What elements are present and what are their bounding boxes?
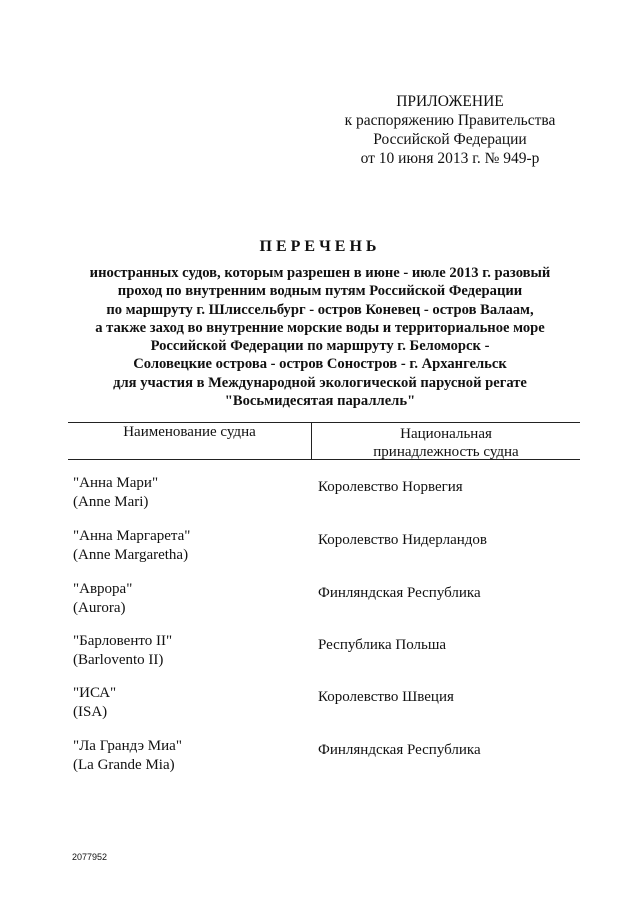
ship-nationality: Королевство Норвегия (318, 479, 463, 495)
ship-name (73, 632, 172, 670)
appendix-line: Российской Федерации (373, 131, 527, 148)
subtitle-line: для участия в Международной экологической парусной регате (113, 374, 527, 391)
ship-nationality: Королевство Швеция (318, 689, 454, 705)
document-number: 2077952 (72, 852, 108, 862)
table-row (0, 632, 640, 676)
subtitle-line: проход по внутренним водным путям Российской Федерации (117, 283, 523, 300)
ship-name (73, 684, 116, 722)
ship-nationality: Финляндская Республика (318, 585, 481, 601)
ship-name-en: (Anne Mari) (73, 494, 149, 510)
ship-name-ru: "Барловенто II" (73, 633, 173, 649)
ship-name (73, 474, 158, 512)
subtitle-line: Соловецкие острова - остров Соностров - г. Архангельск (133, 356, 507, 373)
ship-nationality: Финляндская Республика (318, 742, 481, 758)
appendix-date-line: от 10 июня 2013 г. № 949-р (360, 150, 540, 167)
ship-name (73, 737, 182, 775)
subtitle-line: по маршруту г. Шлиссельбург - остров Коневец - остров Валаам, (106, 301, 534, 318)
document-title: ПЕРЕЧЕНЬ (259, 238, 381, 255)
table-top-rule (68, 422, 580, 423)
subtitle-line: иностранных судов, которым разрешен в июне - июле 2013 г. разовый (89, 265, 551, 281)
column-header-ship-name: Наименование судна (123, 424, 256, 440)
column-header-nationality-line2: принадлежность судна (373, 444, 519, 460)
table-row (0, 527, 640, 571)
column-header-nationality-line1: Национальная (400, 426, 492, 442)
subtitle-line: "Восьмидесятая параллель" (224, 393, 416, 410)
ship-name (73, 580, 132, 618)
ship-name-en: (Anne Margaretha) (73, 547, 189, 563)
table-row (0, 580, 640, 624)
ship-name-en: (La Grande Mia) (73, 757, 175, 773)
document-subtitle (60, 264, 580, 410)
subtitle-line: а также заход во внутренние морские воды и территориальное море (95, 319, 545, 336)
ship-name-ru: "Анна Маргарета" (73, 528, 191, 544)
ship-name-en: (Barlovento II) (73, 652, 164, 668)
appendix-block (330, 92, 570, 168)
ship-name-ru: "Ла Грандэ Миа" (73, 738, 182, 754)
table-row (0, 737, 640, 781)
column-header-nationality (312, 425, 580, 461)
ship-nationality: Королевство Нидерландов (318, 532, 487, 548)
ship-name-en: (Aurora) (73, 600, 126, 616)
ship-name-ru: "ИСА" (73, 685, 117, 701)
ship-name-ru: "Анна Мари" (73, 475, 159, 491)
ship-name-ru: "Аврора" (73, 581, 133, 597)
appendix-heading: ПРИЛОЖЕНИЕ (396, 93, 504, 110)
table-row (0, 474, 640, 518)
appendix-line: к распоряжению Правительства (344, 112, 556, 129)
ship-name (73, 527, 190, 565)
ship-name-en: (ISA) (73, 704, 108, 720)
table-row (0, 684, 640, 728)
ship-nationality: Республика Польша (318, 637, 447, 653)
subtitle-line: Российской Федерации по маршруту г. Беломорск - (150, 338, 490, 355)
